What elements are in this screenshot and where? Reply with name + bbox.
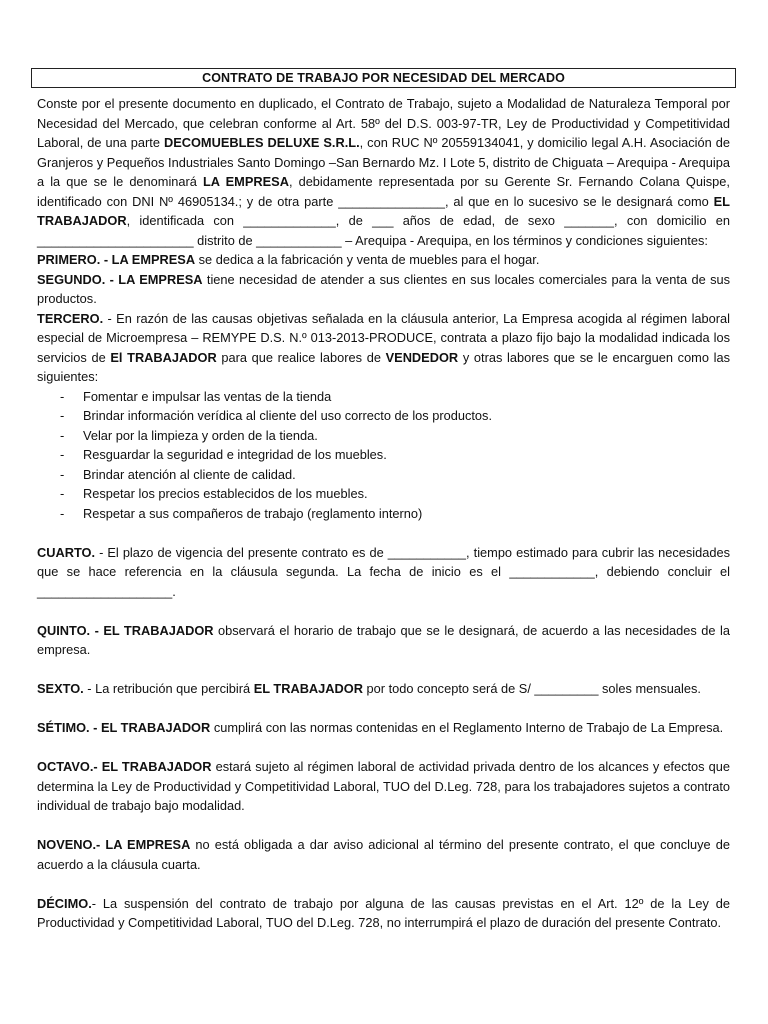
clause-decimo-text: - La suspensión del contrato de trabajo por alguna de las causas previstas en el Art. 12º de la Ley de Productividad y Competitividad Laboral, TUO del D.Leg. 728, no interrumpirá el plazo de duración del presente Contrato. <box>37 895 730 930</box>
clause-noveno-label: NOVENO.- <box>37 837 106 852</box>
clause-setimo <box>37 718 730 738</box>
clause-octavo-text: estará sujeto al régimen laboral de actividad privada dentro de los alcances y efectos que determina la Ley de Productividad y Competitividad Laboral, TUO del D.Leg. 728, para los trabajadores sujetos a contrato individual de trabajo bajo modalidad. <box>37 759 730 813</box>
clause-setimo-label: SÉTIMO. - <box>37 720 101 735</box>
clause-quinto <box>37 621 730 660</box>
intro-text-1: Conste por el presente documento en duplicado, el Contrato de Trabajo, sujeto a Modalidad de Naturaleza Temporal por Necesidad del Mercado, que celebran conforme al Art. 58º del D.S. 003-97-TR, Ley de Productividad y Competitividad Laboral, de una parte <box>37 96 730 150</box>
list-item <box>37 387 730 407</box>
clause-tercero-label: TERCERO. <box>37 310 104 326</box>
clause-primero-text: se dedica a la fabricación y venta de muebles para el hogar. <box>195 252 540 267</box>
list-item <box>37 426 730 446</box>
clause-decimo-label: DÉCIMO. <box>37 895 92 911</box>
clause-quinto-label: QUINTO. - <box>37 622 104 638</box>
intro-paragraph <box>37 94 730 250</box>
clause-tercero-text-2: para que realice labores de <box>216 349 386 365</box>
document-title <box>31 68 736 88</box>
clause-sexto <box>37 679 730 699</box>
clause-sexto-bold: EL TRABAJADOR <box>253 681 363 696</box>
contract-body <box>37 94 730 933</box>
company-name: DECOMUEBLES DELUXE S.R.L. <box>163 135 360 150</box>
list-item-text: Respetar a sus compañeros de trabajo (reglamento interno) <box>83 505 423 521</box>
clause-segundo-label: SEGUNDO. - <box>37 271 119 287</box>
clause-primero-bold: LA EMPRESA <box>111 252 196 267</box>
list-dash: - <box>60 447 65 462</box>
clause-noveno <box>37 835 730 874</box>
list-dash: - <box>60 466 65 482</box>
clause-segundo-text: tiene necesidad de atender a sus clientes en sus locales comerciales para la venta de sus productos. <box>37 271 730 306</box>
list-item <box>37 445 730 465</box>
el-trabajador-term: EL TRABAJADOR <box>37 193 730 228</box>
intro-text-2: , con RUC Nº 20559134041, y domicilio legal A.H. Asociación de Granjeros y Pequeños Industriales Santo Domingo –San Bernardo Mz. I Lote 5, distrito de Chiguata – Arequipa - Arequipa a la que se le denominará <box>37 135 730 189</box>
list-item-text: Brindar información verídica al cliente del uso correcto de los productos. <box>83 408 492 423</box>
list-dash: - <box>60 408 65 423</box>
clause-octavo-bold: EL TRABAJADOR <box>101 759 212 774</box>
clause-primero <box>37 250 730 270</box>
list-item-text: Resguardar la seguridad e integridad de los muebles. <box>83 447 387 462</box>
clause-noveno-bold: LA EMPRESA <box>105 837 191 852</box>
clause-noveno-text: no está obligada a dar aviso adicional al término del presente contrato, el que concluye de acuerdo a la cláusula cuarta. <box>37 837 730 872</box>
intro-text-3: , debidamente representada por su Gerente Sr. Fernando Colana Quispe, identificado con DNI Nº 46905134.; y de otra parte _______________, al que en lo sucesivo se le designará como <box>37 174 730 209</box>
clause-sexto-text-1: - La retribución que percibirá <box>83 681 254 696</box>
intro-text-4: , identificada con _____________, de ___ años de edad, de sexo _______, con domicilio en ______________________ distrito de ____________ – Arequipa - Arequipa, en los términos y condiciones siguientes: <box>37 213 730 248</box>
clause-segundo <box>37 270 730 309</box>
clause-tercero-text-3: y otras labores que se le encarguen como las siguientes: <box>37 349 730 384</box>
list-item <box>37 406 730 426</box>
clause-octavo <box>37 757 730 816</box>
clause-quinto-text: observará el horario de trabajo que se le designará, de acuerdo a las necesidades de la empresa. <box>37 622 730 657</box>
list-item <box>37 484 730 504</box>
clause-octavo-label: OCTAVO.- <box>37 759 102 774</box>
clause-tercero-bold-1: El TRABAJADOR <box>110 349 217 365</box>
clause-sexto-text-2: por todo concepto será de S/ _________ soles mensuales. <box>362 681 701 696</box>
list-item-text: Velar por la limpieza y orden de la tienda. <box>83 427 318 443</box>
list-item-text: Brindar atención al cliente de calidad. <box>83 466 296 482</box>
clause-cuarto-text: - El plazo de vigencia del presente contrato es de ___________, tiempo estimado para cubrir las necesidades que se hace referencia en la cláusula segunda. La fecha de inicio es el ____________, debiendo concluir el ___________________. <box>37 544 730 599</box>
list-item-text: Respetar los precios establecidos de los muebles. <box>83 486 368 501</box>
clause-segundo-bold: LA EMPRESA <box>118 271 203 287</box>
clause-cuarto <box>37 543 730 602</box>
document-title-text: CONTRATO DE TRABAJO POR NECESIDAD DEL MERCADO <box>202 71 565 85</box>
clause-quinto-bold: EL TRABAJADOR <box>103 622 214 638</box>
list-dash: - <box>60 388 65 404</box>
clause-cuarto-label: CUARTO. <box>37 544 96 560</box>
clause-tercero-text-1: - En razón de las causas objetivas señalada en la cláusula anterior, La Empresa acogida al régimen laboral especial de Microempresa – REMYPE D.S. N.º 013-2013-PRODUCE, contrata a plazo fijo bajo la modalidad indicada los servicios de <box>37 310 730 365</box>
duties-list <box>37 387 730 524</box>
clause-sexto-label: SEXTO. <box>37 681 84 696</box>
clause-tercero-bold-2: VENDEDOR <box>385 349 459 365</box>
la-empresa-term: LA EMPRESA <box>202 174 289 189</box>
clause-decimo <box>37 894 730 933</box>
clause-setimo-text: cumplirá con las normas contenidas en el Reglamento Interno de Trabajo de La Empresa. <box>210 720 724 735</box>
list-dash: - <box>60 427 65 443</box>
list-item <box>37 504 730 524</box>
list-item-text: Fomentar e impulsar las ventas de la tienda <box>83 388 332 404</box>
list-dash: - <box>60 505 65 521</box>
list-dash: - <box>60 486 65 501</box>
clause-setimo-bold: EL TRABAJADOR <box>101 720 211 735</box>
clause-primero-label: PRIMERO. - <box>37 252 112 267</box>
list-item <box>37 465 730 485</box>
clause-tercero <box>37 309 730 387</box>
